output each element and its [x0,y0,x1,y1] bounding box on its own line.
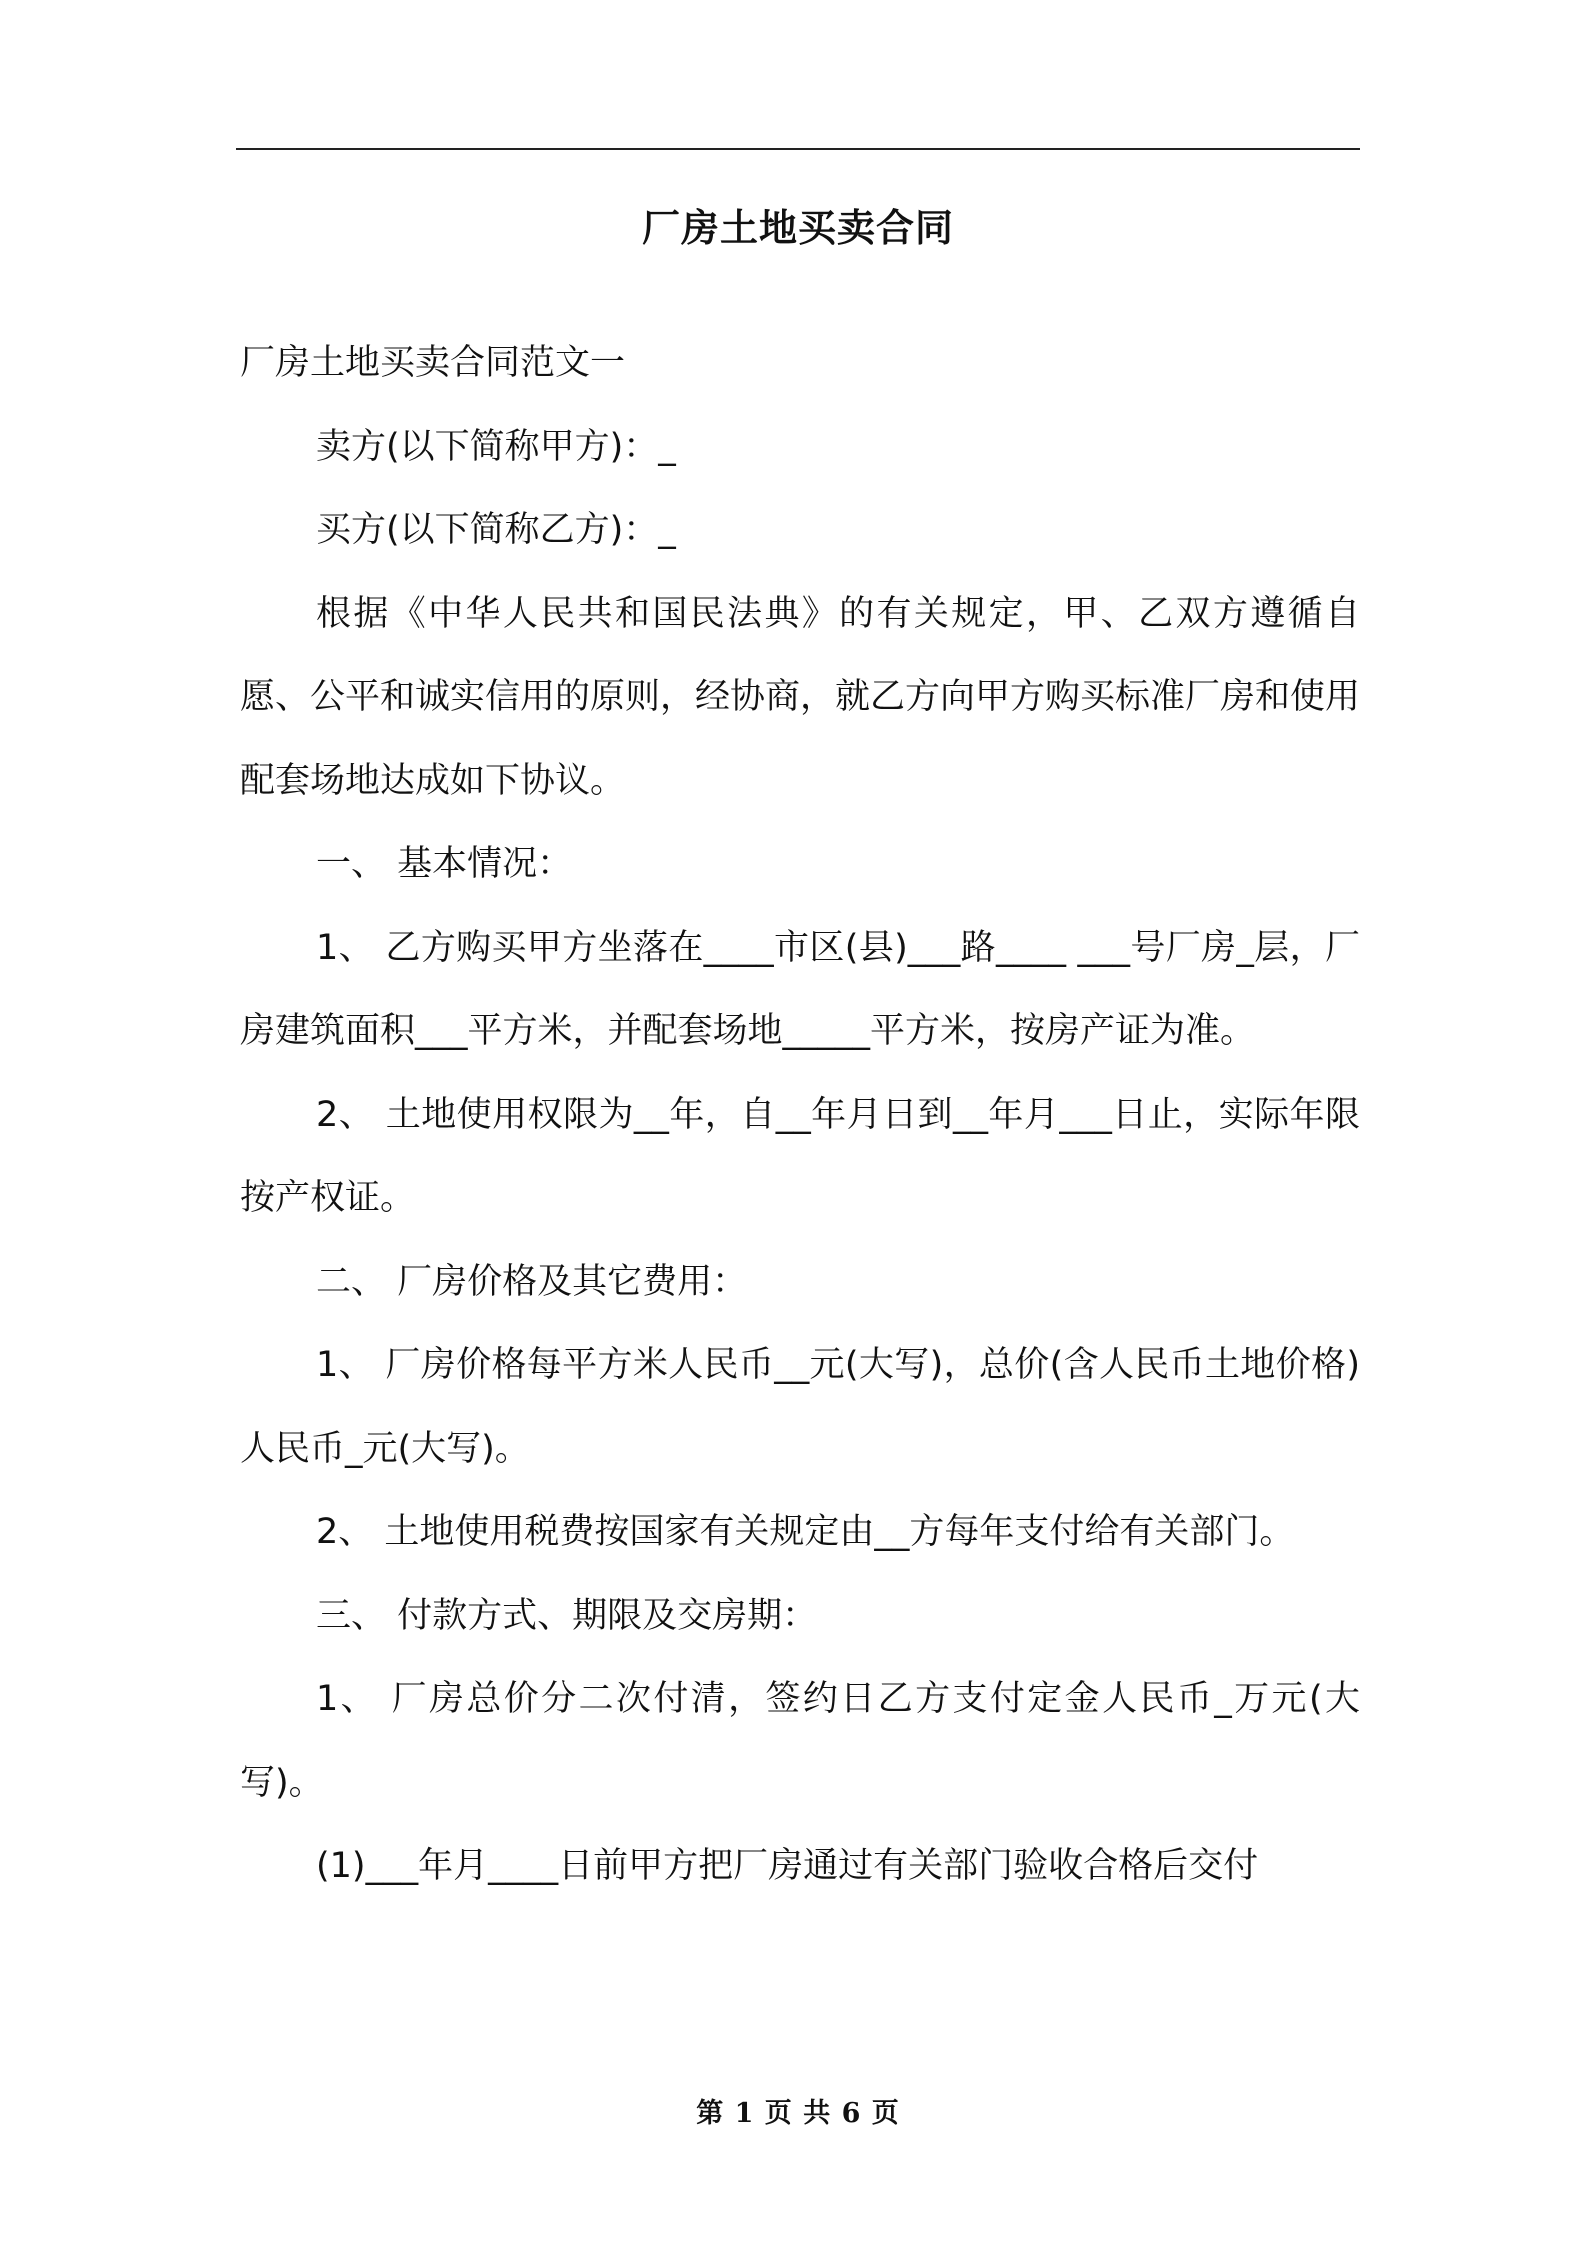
clause-2-2: 2、 土地使用税费按国家有关规定由__方每年支付给有关部门。 [316,1512,1295,1552]
paragraph-preamble: 根据《中华人民共和国民法典》的有关规定，甲、乙双方遵循自愿、公平和诚实信用的原则，经协商，就乙方向甲方购买标准厂房和使用配套场地达成如下协议。 [240,593,1361,801]
clause-2-1: 1、 厂房价格每平方米人民币__元(大写)，总价(含人民币土地价格)人民币_元(大写)。 [240,1345,1360,1469]
paragraph-seller: 卖方(以下简称甲方)：_ [316,426,676,467]
document-title: 厂房土地买卖合同 [641,206,954,250]
section-heading-3: 三、 付款方式、期限及交房期： [316,1595,818,1636]
document-body [240,322,1360,1909]
section-heading-2: 二、 厂房价格及其它费用： [316,1261,748,1302]
paragraph-buyer: 买方(以下简称乙方)：_ [316,510,676,550]
clause-1-1: 1、 乙方购买甲方坐落在____市区(县)___路____ ___号厂房_层，厂房建筑面积___平方米，并配套场地_____平方米，按房产证为准。 [240,927,1360,1051]
clause-3-1-sub-1: (1)___年月____日前甲方把厂房通过有关部门验收合格后交付 [316,1846,1259,1886]
section-heading-1: 一、 基本情况： [316,844,573,884]
paragraph-subtitle: 厂房土地买卖合同范文一 [240,343,626,383]
clause-3-1: 1、 厂房总价分二次付清，签约日乙方支付定金人民币_万元(大写)。 [240,1679,1360,1803]
header-rule [236,148,1360,150]
clause-1-2: 2、 土地使用权限为__年，自__年月日到__年月___日止，实际年限按产权证。 [240,1094,1360,1218]
page-number-footer: 第 1 页 共 6 页 [696,2098,900,2129]
